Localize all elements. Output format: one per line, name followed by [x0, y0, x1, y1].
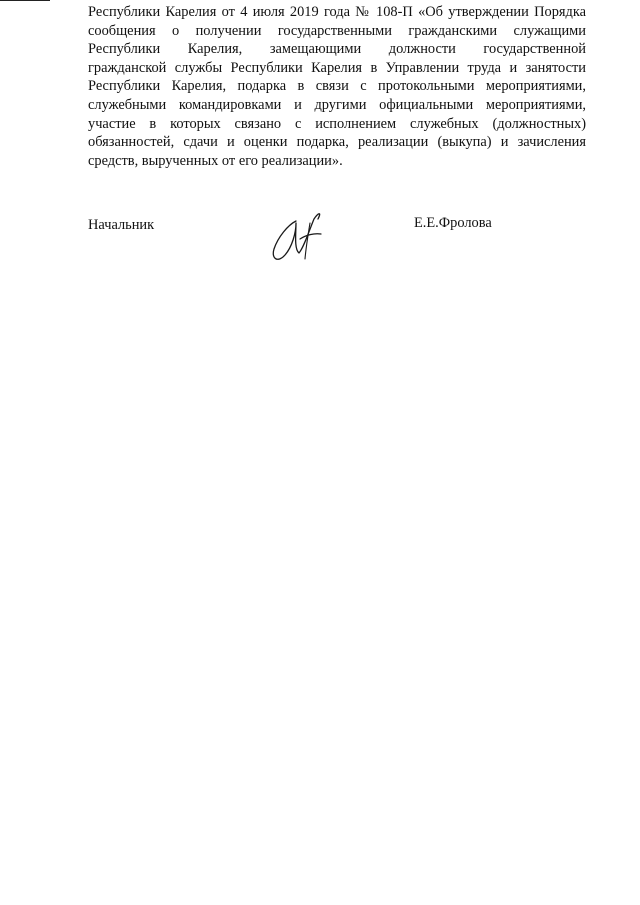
body-line: Республики Карелия от 4 июля 2019 года № 108-П «Об утверждении Порядка: [88, 4, 586, 20]
signer-name: Е.Е.Фролова: [414, 215, 492, 231]
body-line: гражданской службы Республики Карелия в Управлении труда и занятости: [88, 59, 586, 76]
body-line: обязанностей, сдачи и оценки подарка, реализации (выкупа) и зачисления: [88, 134, 586, 151]
body-line: участие в которых связано с исполнением служебных (должностных): [88, 115, 586, 132]
body-line: служебными командировками и другими официальными мероприятиями,: [88, 96, 586, 113]
handwritten-signature: [266, 207, 326, 265]
signature-block: [0, 0, 640, 300]
body-line: сообщения о получении государственными гражданскими служащими: [88, 22, 586, 39]
position-title: Начальник: [88, 217, 155, 233]
body-line: средств, вырученных от его реализации».: [88, 152, 343, 169]
body-line: Республики Карелия, замещающими должности государственной: [88, 41, 586, 58]
body-line: Республики Карелия, подарка в связи с протокольными мероприятиями,: [88, 78, 586, 95]
